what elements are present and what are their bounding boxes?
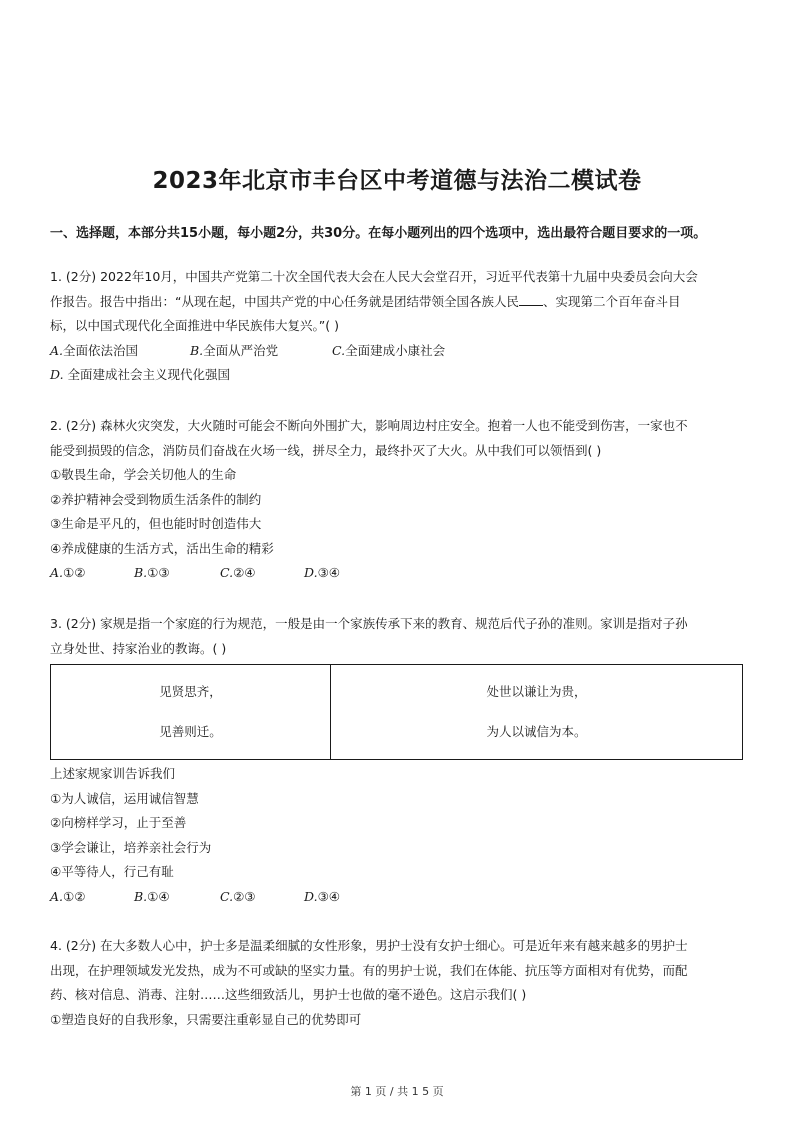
option-row <box>50 339 743 364</box>
option-letter: B. <box>134 565 148 580</box>
question-text: 出现，在护理领域发光发热，成为不可或缺的坚实力量。有的男护士说，我们在体能、抗压等方面相对有优势，而配 <box>50 962 688 978</box>
question-text-part: 作报告。报告中指出：“从现在起，中国共产党的中心任务就是团结带领全国各族人民 <box>50 293 519 309</box>
question-text: 4. (2分) 在大多数人心中，护士多是温柔细腻的女性形象，男护士没有女护士细心。可是近年来有越来越多的男护士 <box>50 938 688 953</box>
option-a <box>50 561 134 586</box>
option-text: ②③ <box>233 888 256 904</box>
option-a <box>50 339 190 364</box>
statement: ③生命是平凡的，但也能时时创造伟大 <box>50 516 262 531</box>
option-a <box>50 885 134 910</box>
statement: ①为人诚信，运用诚信智慧 <box>50 790 199 806</box>
option-row <box>50 885 743 910</box>
option-text: ②④ <box>233 565 256 580</box>
page-footer: 第 1 页 / 共 1 5 页 <box>350 1085 444 1098</box>
option-letter: B. <box>190 342 204 358</box>
page-title: 2023年北京市丰台区中考道德与法治二模试卷 <box>152 168 642 194</box>
option-letter: C. <box>220 888 234 904</box>
question-1 <box>50 265 743 388</box>
question-text: 标，以中国式现代化全面推进中华民族伟大复兴。”( ) <box>50 318 339 333</box>
motto-line: 见善则迁。 <box>159 724 222 739</box>
option-letter: D. <box>304 888 318 904</box>
option-c <box>220 561 304 586</box>
motto-table <box>50 664 743 760</box>
option-letter: A. <box>50 342 64 358</box>
option-text: 全面依法治国 <box>63 342 139 358</box>
option-letter: C. <box>220 565 234 580</box>
question-2 <box>50 414 743 586</box>
option-letter: C. <box>332 342 346 358</box>
question-3-body <box>50 762 743 909</box>
option-letter: A. <box>50 888 64 904</box>
motto-line: 处世以谦让为贵， <box>486 684 587 699</box>
option-c <box>220 885 304 910</box>
question-4 <box>50 934 743 1032</box>
option-text: 全面建成小康社会 <box>345 342 446 358</box>
question-text: 2. (2分) 森林火灾突发，大火随时可能会不断向外围扩大，影响周边村庄安全。抱着一人也不能受到伤害，一家也不 <box>50 418 688 433</box>
statement: ③学会谦让，培养亲社会行为 <box>50 839 212 855</box>
option-d <box>50 363 743 388</box>
motto-cell-right <box>331 665 743 760</box>
question-text: 立身处世、持家治业的教诲。( ) <box>50 640 227 656</box>
statement: ②向榜样学习，止于至善 <box>50 815 187 830</box>
question-stem: 上述家规家训告诉我们 <box>50 766 176 781</box>
motto-line: 见贤思齐， <box>159 684 222 699</box>
statement: ④养成健康的生活方式，活出生命的精彩 <box>50 540 274 556</box>
answer-blank <box>519 291 543 306</box>
question-text: 1. (2分) 2022年10月，中国共产党第二十次全国代表大会在人民大会堂召开，习近平代表第十九届中央委员会向大会 <box>50 269 698 284</box>
question-3 <box>50 612 743 661</box>
option-text: ①③ <box>147 565 170 580</box>
option-text: ③④ <box>317 565 340 580</box>
statement: ②养护精神会受到物质生活条件的制约 <box>50 491 262 507</box>
option-c <box>332 339 445 364</box>
question-text: 药、核对信息、消毒、注射……这些细致活儿，男护士也做的毫不逊色。这启示我们( ) <box>50 987 527 1002</box>
statement: ①敬畏生命，学会关切他人的生命 <box>50 467 237 482</box>
statement: ①塑造良好的自我形象，只需要注重彰显自己的优势即可 <box>50 1011 362 1027</box>
option-text: 全面从严治党 <box>203 342 279 358</box>
option-row <box>50 561 743 586</box>
question-text-part: 、实现第二个百年奋斗目 <box>542 293 681 309</box>
option-text: ①② <box>63 888 86 904</box>
option-letter: D. <box>304 565 318 580</box>
option-d <box>304 885 340 910</box>
section-heading: 一、选择题，本部分共15小题，每小题2分，共30分。在每小题列出的四个选项中，选出最符合题目要求的一项。 <box>50 226 707 241</box>
option-letter: B. <box>134 888 148 904</box>
option-text: ③④ <box>317 888 340 904</box>
option-text: 全面建成社会主义现代化强国 <box>63 367 231 382</box>
motto-line: 为人以诚信为本。 <box>486 724 587 739</box>
option-b <box>190 339 332 364</box>
motto-cell-left <box>51 665 331 760</box>
option-b <box>134 885 220 910</box>
option-d <box>304 561 340 586</box>
question-text: 3. (2分) 家规是指一个家庭的行为规范，一般是由一个家族传承下来的教育、规范后代子孙的准则。家训是指对子孙 <box>50 616 688 631</box>
option-text: ①④ <box>147 888 170 904</box>
option-letter: D. <box>50 367 64 382</box>
option-text: ①② <box>63 565 86 580</box>
option-b <box>134 561 220 586</box>
question-text: 能受到损毁的信念，消防员们奋战在火场一线，拼尽全力，最终扑灭了大火。从中我们可以领悟到( ) <box>50 442 602 458</box>
question-text <box>50 290 743 315</box>
option-letter: A. <box>50 565 64 580</box>
statement: ④平等待人，行己有耻 <box>50 864 174 879</box>
